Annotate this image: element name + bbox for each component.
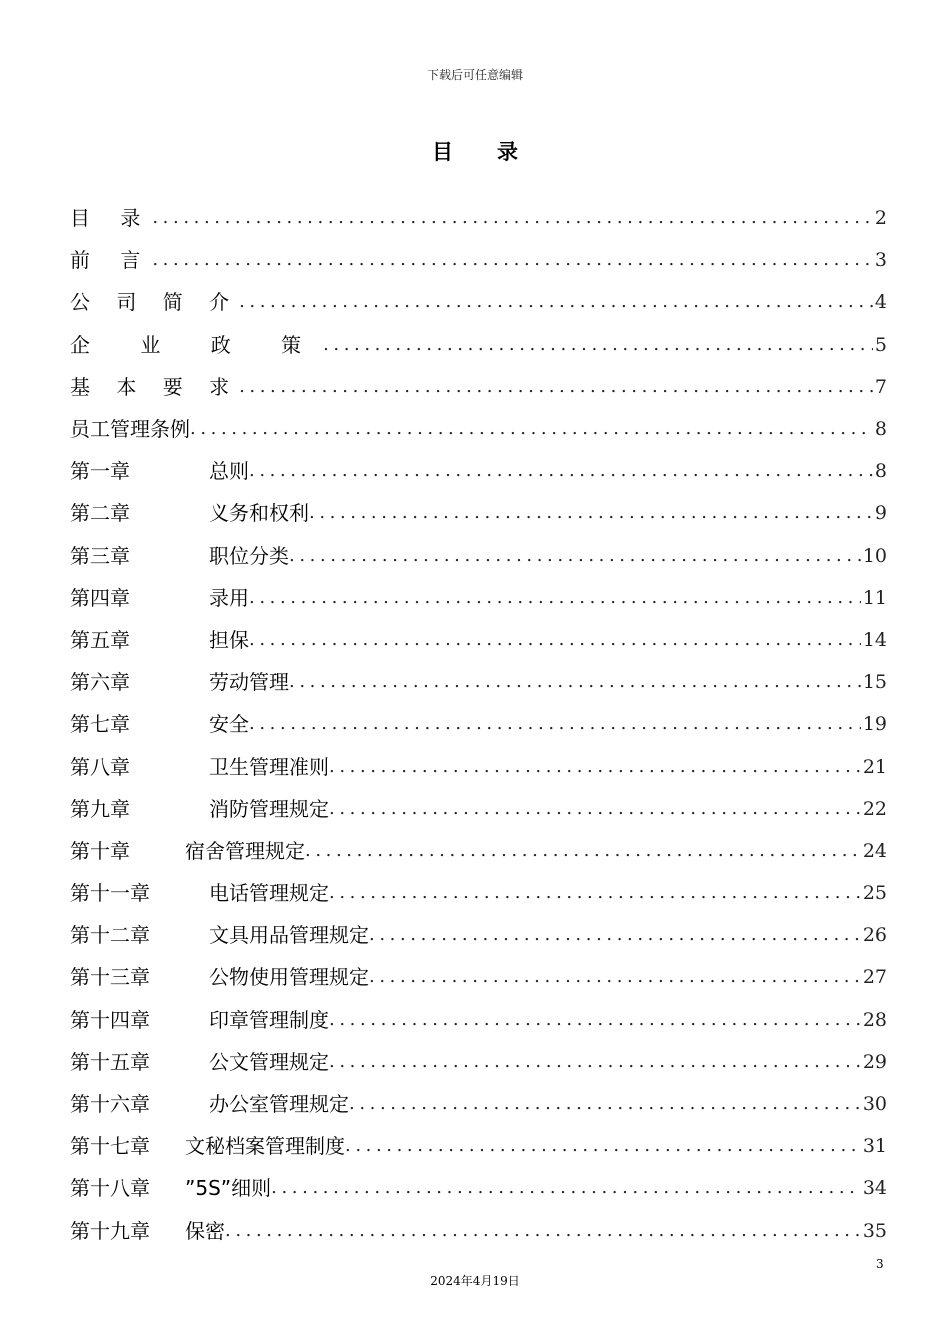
toc-dot-leader — [323, 324, 873, 366]
toc-dot-leader — [289, 661, 861, 703]
toc-entry-text — [70, 281, 239, 323]
toc-entry[interactable] — [70, 872, 887, 914]
toc-page-number: 27 — [862, 966, 887, 989]
toc-chapter-number: 第十二章 — [70, 923, 150, 948]
toc-dot-leader — [309, 492, 873, 534]
toc-entry-title: 义务和权利 — [209, 501, 309, 526]
toc-entry[interactable] — [70, 408, 887, 450]
toc-entry-title: 公文管理规定 — [209, 1049, 329, 1074]
toc-dot-leader — [289, 535, 861, 577]
toc-entry-text — [70, 1083, 349, 1125]
toc-entry-text — [70, 703, 249, 745]
toc-entry-text — [70, 788, 329, 830]
toc-page-number: 25 — [862, 882, 887, 905]
toc-entry-title: 员工管理条例 — [70, 417, 190, 442]
toc-entry-title: 安全 — [209, 712, 249, 737]
toc-entry-text — [70, 492, 309, 534]
toc-dot-leader — [349, 1083, 861, 1125]
toc-dot-leader — [249, 703, 861, 745]
toc-entry-text — [70, 366, 239, 408]
toc-dot-leader — [225, 1210, 861, 1252]
toc-page-number: 8 — [874, 418, 887, 441]
toc-entry-title: 保密 — [185, 1218, 225, 1243]
toc-entry[interactable] — [70, 830, 887, 872]
toc-dot-leader — [239, 366, 873, 408]
toc-chapter-number: 第十六章 — [70, 1092, 150, 1117]
toc-entry[interactable] — [70, 492, 887, 534]
toc-entry-text — [70, 1167, 271, 1209]
toc-entry[interactable] — [70, 324, 887, 366]
toc-entry-text — [70, 239, 152, 281]
toc-page-number: 35 — [862, 1219, 887, 1242]
toc-entry[interactable] — [70, 914, 887, 956]
toc-entry[interactable] — [70, 619, 887, 661]
toc-entry[interactable] — [70, 239, 887, 281]
toc-entry-title: 电话管理规定 — [209, 881, 329, 906]
toc-dot-leader — [329, 746, 861, 788]
toc-entry[interactable] — [70, 661, 887, 703]
toc-page-number: 10 — [862, 544, 887, 567]
header-note: 下载后可任意编辑 — [426, 68, 523, 82]
toc-chapter-number: 第十章 — [70, 838, 130, 863]
toc-chapter-number: 第七章 — [70, 712, 130, 737]
toc-page-number: 30 — [862, 1093, 887, 1116]
toc-entry[interactable] — [70, 450, 887, 492]
toc-entry-title: 公物使用管理规定 — [209, 965, 369, 990]
toc-chapter-number: 第九章 — [70, 796, 130, 821]
toc-page-number: 5 — [874, 333, 887, 356]
toc-page-number: 15 — [862, 671, 887, 694]
toc-entry-text — [70, 619, 249, 661]
toc-entry-text — [70, 956, 369, 998]
toc-dot-leader — [329, 999, 861, 1041]
toc-entry-text — [70, 1125, 345, 1167]
toc-entry-text — [70, 830, 305, 872]
toc-entry-title: 印章管理制度 — [209, 1007, 329, 1032]
toc-dot-leader — [271, 1167, 861, 1209]
page-number: 3 — [876, 1257, 884, 1271]
toc-entry[interactable] — [70, 788, 887, 830]
toc-entry-title: 消防管理规定 — [209, 796, 329, 821]
toc-page-number: 7 — [874, 375, 887, 398]
toc-chapter-number: 第十七章 — [70, 1134, 150, 1159]
toc-chapter-number: 第三章 — [70, 543, 130, 568]
toc-page-number: 2 — [874, 207, 887, 230]
toc-chapter-number: 第十四章 — [70, 1007, 150, 1032]
toc-page-number: 31 — [862, 1135, 887, 1158]
toc-dot-leader — [152, 197, 873, 239]
toc-chapter-number: 第五章 — [70, 627, 130, 652]
toc-chapter-number: 第十五章 — [70, 1049, 150, 1074]
toc-entry-text — [70, 535, 289, 577]
toc-page-number: 24 — [862, 839, 887, 862]
toc-entry-text — [70, 746, 329, 788]
toc-entry-title: 公 司 简 介 — [70, 290, 240, 315]
toc-page-number: 28 — [862, 1008, 887, 1031]
toc-dot-leader — [152, 239, 873, 281]
toc-entry-title: 职位分类 — [209, 543, 289, 568]
toc-entry-text — [70, 1210, 225, 1252]
toc-entry[interactable] — [70, 281, 887, 323]
toc-dot-leader — [369, 914, 861, 956]
toc-entry[interactable] — [70, 745, 887, 787]
toc-dot-leader — [190, 408, 873, 450]
toc-chapter-number: 第十一章 — [70, 881, 150, 906]
toc-entry[interactable] — [70, 535, 887, 577]
toc-dot-leader — [249, 577, 861, 619]
toc-page-number: 34 — [862, 1177, 887, 1200]
toc-entry-title: 文具用品管理规定 — [209, 923, 369, 948]
toc-entry-title: 企 业 政 策 — [70, 332, 324, 357]
toc-entry[interactable] — [70, 1041, 887, 1083]
toc-dot-leader — [249, 619, 861, 661]
toc-entry-title: 办公室管理规定 — [209, 1092, 349, 1117]
toc-entry-text — [70, 661, 289, 703]
toc-entry-text — [70, 324, 323, 366]
toc-page-number: 26 — [862, 924, 887, 947]
toc-entry-text — [70, 1041, 329, 1083]
toc-chapter-number: 第十三章 — [70, 965, 150, 990]
toc-entry[interactable] — [70, 999, 887, 1041]
toc-entry[interactable] — [70, 366, 887, 408]
toc-dot-leader — [345, 1125, 861, 1167]
toc-dot-leader — [329, 788, 861, 830]
toc-entry[interactable] — [70, 197, 887, 239]
toc-entry-title: ”5S”细则 — [185, 1176, 272, 1201]
toc-chapter-number: 第一章 — [70, 459, 130, 484]
toc-entry-title: 目 录 — [70, 206, 153, 231]
toc-entry[interactable] — [70, 1125, 887, 1167]
toc-page-number: 19 — [862, 713, 887, 736]
toc-entry[interactable] — [70, 703, 887, 745]
toc-dot-leader — [249, 450, 873, 492]
toc-entry-title: 宿舍管理规定 — [185, 838, 305, 863]
toc-entry[interactable] — [70, 1210, 887, 1252]
toc-page-number: 14 — [862, 628, 887, 651]
toc-chapter-number: 第二章 — [70, 501, 130, 526]
toc-dot-leader — [369, 956, 861, 998]
toc-chapter-number: 第十九章 — [70, 1218, 150, 1243]
toc-entry-text — [70, 872, 329, 914]
toc-entry-title: 卫生管理准则 — [209, 754, 329, 779]
toc-entry-title: 担保 — [209, 627, 249, 652]
toc-dot-leader — [329, 1041, 861, 1083]
toc-chapter-number: 第八章 — [70, 754, 130, 779]
toc-chapter-number: 第四章 — [70, 585, 130, 610]
toc-entry-title: 录用 — [209, 585, 249, 610]
toc-entry-text — [70, 408, 190, 450]
page-title: 目录 — [432, 140, 562, 164]
toc-entry[interactable] — [70, 577, 887, 619]
toc-page-number: 22 — [862, 797, 887, 820]
toc-dot-leader — [239, 281, 873, 323]
toc-page-number: 11 — [862, 586, 887, 609]
toc-entry-title: 总则 — [209, 459, 249, 484]
toc-entry[interactable] — [70, 1167, 887, 1209]
toc-chapter-number: 第六章 — [70, 670, 130, 695]
toc-page-number: 29 — [862, 1050, 887, 1073]
toc-entry-title: 文秘档案管理制度 — [185, 1134, 345, 1159]
toc-chapter-number: 第十八章 — [70, 1176, 150, 1201]
toc-entry-title: 劳动管理 — [209, 670, 289, 695]
toc-entry-text — [70, 914, 369, 956]
toc-page-number: 21 — [862, 755, 887, 778]
toc-dot-leader — [305, 830, 861, 872]
toc-entry-title: 前 言 — [70, 248, 153, 273]
toc-entry-text — [70, 999, 329, 1041]
toc-entry[interactable] — [70, 956, 887, 998]
toc-page-number: 9 — [874, 502, 887, 525]
toc-entry-text — [70, 197, 152, 239]
toc-entry-text — [70, 577, 249, 619]
toc-dot-leader — [329, 872, 861, 914]
table-of-contents — [70, 197, 887, 1252]
toc-entry-text — [70, 450, 249, 492]
footer-date: 2024年4月19日 — [430, 1274, 520, 1288]
toc-page-number: 4 — [874, 291, 887, 314]
toc-page-number: 3 — [874, 249, 887, 272]
toc-entry[interactable] — [70, 1083, 887, 1125]
toc-page-number: 8 — [874, 460, 887, 483]
toc-entry-title: 基 本 要 求 — [70, 374, 240, 399]
